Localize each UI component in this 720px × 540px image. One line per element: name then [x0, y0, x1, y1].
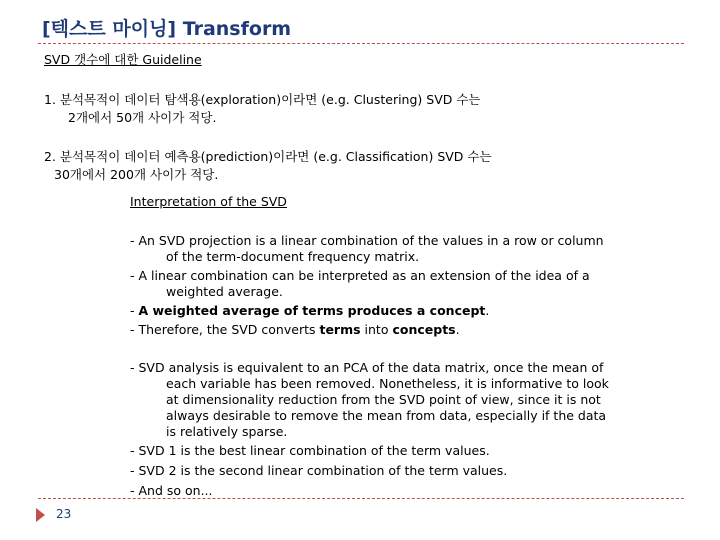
- bullet-4-concepts: concepts: [392, 322, 456, 337]
- guideline-item-2-line-1: 2. 분석목적이 데이터 예측용(prediction)이라면 (e.g. Classification) SVD 수는: [44, 149, 492, 164]
- interpretation-heading: Interpretation of the SVD: [130, 194, 287, 209]
- bullet-4-mid: into: [360, 322, 393, 337]
- bullet-3-dash: -: [130, 303, 139, 318]
- bullet-2-line-1: - A linear combination can be interpreted as an extension of the idea of a: [130, 268, 590, 283]
- bullet-4-pre: - Therefore, the SVD converts: [130, 322, 320, 337]
- guideline-heading: SVD 갯수에 대한 Guideline: [44, 52, 202, 67]
- bullet-5-line-5: is relatively sparse.: [166, 424, 288, 439]
- guideline-item-1-line-2: 2개에서 50개 사이가 적당.: [68, 110, 217, 125]
- slide-title: [텍스트 마이닝] Transform: [42, 18, 292, 40]
- bullet-5-line-4: always desirable to remove the mean from data, especially if the data: [166, 408, 607, 423]
- slide-arrow-icon: [36, 508, 45, 522]
- bottom-divider: [38, 498, 684, 499]
- bullet-4: [130, 322, 460, 337]
- bullet-6: - SVD 1 is the best linear combination of the term values.: [130, 443, 490, 458]
- bullet-5-line-1: - SVD analysis is equivalent to an PCA of the data matrix, once the mean of: [130, 360, 604, 375]
- bullet-5-line-2: each variable has been removed. Nonetheless, it is informative to look: [166, 376, 609, 391]
- bullet-4-terms: terms: [319, 322, 361, 337]
- bullet-8: - And so on...: [130, 483, 213, 498]
- bullet-3-bold: A weighted average of terms produces a concept: [138, 303, 486, 318]
- bullet-7: - SVD 2 is the second linear combination of the term values.: [130, 463, 508, 478]
- guideline-item-2-line-2: 30개에서 200개 사이가 적당.: [54, 167, 219, 182]
- bullet-3: [130, 303, 489, 318]
- bullet-4-end: .: [455, 322, 460, 337]
- bullet-5-line-3: at dimensionality reduction from the SVD point of view, since it is not: [166, 392, 601, 407]
- guideline-item-1-line-1: 1. 분석목적이 데이터 탐색용(exploration)이라면 (e.g. Clustering) SVD 수는: [44, 92, 481, 107]
- bullet-1-line-2: of the term-document frequency matrix.: [166, 249, 420, 264]
- bullet-2-line-2: weighted average.: [166, 284, 283, 299]
- bullet-1-line-1: - An SVD projection is a linear combination of the values in a row or column: [130, 233, 604, 248]
- top-divider: [38, 43, 684, 44]
- slide-number: 23: [56, 507, 72, 521]
- bullet-3-end: .: [485, 303, 490, 318]
